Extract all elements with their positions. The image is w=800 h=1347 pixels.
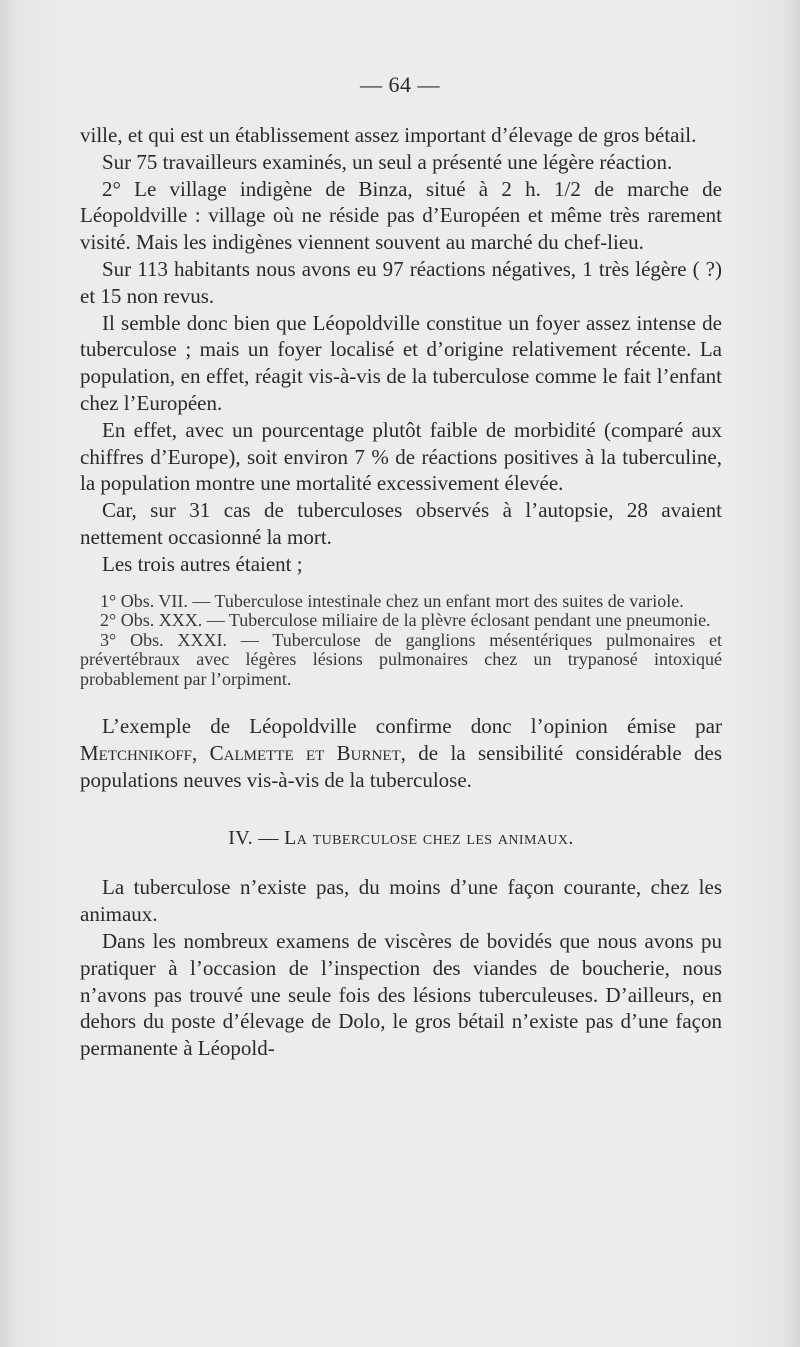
page-left-edge-shadow bbox=[0, 0, 18, 1347]
observation-list bbox=[80, 592, 722, 690]
paragraph-binza-results: Sur 113 habitants nous avons eu 97 réactions négatives, 1 très légère ( ?) et 15 non revus. bbox=[80, 256, 722, 308]
paragraph-leopoldville-focus: Il semble donc bien que Léopoldville constitue un foyer assez intense de tuberculose ; mais un foyer localisé et d’origine relativement récente. La population, en effet, réagit vis-à-vis de la tuberculose comme le fait l’enfant chez l’Européen. bbox=[80, 310, 722, 415]
paragraph-morbidity: En effet, avec un pourcentage plutôt faible de morbidité (comparé aux chiffres d’Europe), soit environ 7 % de réactions positives à la tuberculine, la population montre une mortalité excessivement élevée. bbox=[80, 417, 722, 496]
conclusion-lead: L’exemple de Léopoldville confirme donc l’opinion émise par bbox=[102, 714, 722, 739]
page-content bbox=[80, 122, 722, 1062]
observation-item: 3° Obs. XXXI. — Tuberculose de ganglions mésentériques pulmonaires et prévertébraux avec légères lésions pulmonaires chez un trypanosé intoxiqué probablement par l’orpiment. bbox=[80, 629, 722, 689]
page-right-edge-shadow bbox=[782, 0, 800, 1347]
paragraph-other-three: Les trois autres étaient ; bbox=[102, 551, 303, 576]
page-number: — 64 — bbox=[360, 72, 440, 97]
paragraph-animals-bovids: Dans les nombreux examens de viscères de bovidés que nous avons pu pratiquer à l’occasion de l’inspection des viandes de boucherie, nous n’avons pas trouvé une seule fois des lésions tuberculeuses. D’ailleurs, en dehors du poste d’élevage de Dolo, le gros bétail n’existe pas d’une façon permanente à Léopold- bbox=[80, 929, 722, 1061]
section-heading: IV. — La tuberculose chez les animaux. bbox=[228, 827, 574, 850]
conclusion-tail: de la sensibilité considérable des populations neuves vis-à-vis de la tuberculose. bbox=[80, 740, 722, 792]
paragraph-animals-intro: La tuberculose n’existe pas, du moins d’une façon courante, chez les animaux. bbox=[80, 875, 722, 927]
paragraph-conclusion bbox=[80, 713, 722, 793]
conclusion-authors: Metchnikoff, Calmette et Burnet, bbox=[80, 740, 406, 765]
paragraph-continuation: ville, et qui est un établissement assez important d’élevage de gros bétail. bbox=[80, 123, 697, 147]
observation-item: 1° Obs. VII. — Tuberculose intestinale chez un enfant mort des suites de variole. bbox=[100, 590, 684, 611]
observation-item: 2° Obs. XXX. — Tuberculose miliaire de la plèvre éclosant pendant une pneumonie. bbox=[100, 610, 711, 631]
paragraph-binza-village: 2° Le village indigène de Binza, situé à 2 h. 1/2 de marche de Léopoldville : village où ne réside pas d’Européen et même très rarement visité. Mais les indigènes viennent souvent au marché du chef-lieu. bbox=[80, 176, 722, 255]
paragraph-autopsy: Car, sur 31 cas de tuberculoses observés à l’autopsie, 28 avaient nettement occasionné la mort. bbox=[80, 498, 722, 549]
paragraph-workers: Sur 75 travailleurs examinés, un seul a présenté une légère réaction. bbox=[102, 149, 673, 174]
